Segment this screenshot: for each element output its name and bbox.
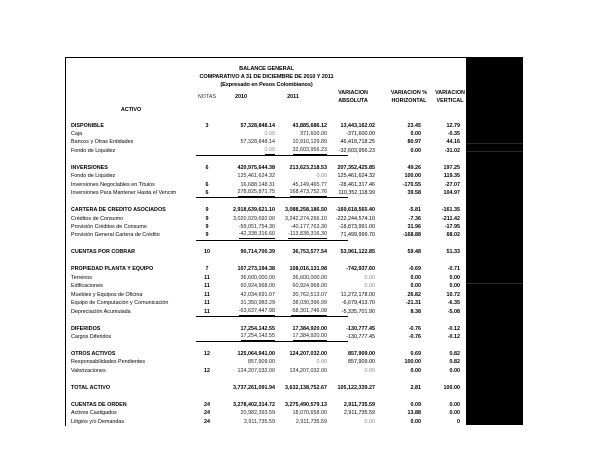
value-2010: 107,273,194.38 [237, 266, 275, 273]
value-2011: 30,762,513.07 [292, 291, 327, 298]
variacion-horizontal: -7.36 [408, 215, 421, 222]
row-label: CUENTAS DE ORDEN [71, 401, 127, 408]
subtotal-underline [196, 240, 348, 241]
row-label: DIFERIDOS [71, 325, 101, 332]
row-label: Muebles y Equipos de Oficina [71, 291, 143, 298]
variacion-horizontal: 13.88 [407, 410, 421, 417]
panel-divider [466, 143, 523, 144]
value-2010: 57,328,848.14 [240, 139, 275, 146]
variacion-absoluta: 110,352,118.99 [338, 190, 375, 197]
variacion-vertical: -5.08 [447, 308, 460, 315]
row-label: Depreciación Acumulada [71, 308, 131, 315]
variacion-vertical: 0 [457, 418, 460, 425]
table-row [66, 299, 467, 307]
variacion-absoluta: -5,335,701.90 [341, 308, 375, 315]
value-2010: 278,825,871.75 [237, 189, 275, 196]
subtotal-underline [196, 197, 348, 198]
variacion-vertical: -6.35 [447, 300, 460, 307]
value-2010: 2,911,735.59 [243, 418, 275, 425]
value-2011: 0.00 [316, 359, 327, 366]
value-2010: 90,714,700.39 [240, 249, 275, 256]
value-2011: -40,177,763.30 [290, 224, 327, 231]
row-label: Inversiones Para Mantener Hasta el Vencim [71, 190, 177, 197]
row-nota: 12 [204, 350, 210, 357]
row-nota: 9 [205, 207, 209, 214]
variacion-absoluta: 0.00 [364, 418, 375, 425]
variacion-horizontal: -5.81 [408, 207, 421, 214]
group-row [66, 265, 467, 273]
variacion-absoluta: -32,603,956.23 [338, 147, 375, 154]
variacion-vertical: -0.71 [447, 266, 460, 273]
variacion-absoluta: 11,272,178.00 [340, 291, 375, 298]
row-label: Inversiones Negociables en Títulos [71, 181, 155, 188]
report-note: (Expresado en Pesos Colombianos) [220, 82, 313, 88]
row-nota: 11 [204, 308, 210, 315]
col-ver-line2: VERTICAL [436, 97, 464, 104]
table-row [66, 367, 467, 375]
black-side-panel [466, 57, 523, 425]
variacion-vertical: 119.35 [443, 173, 460, 180]
row-nota: 6 [205, 190, 209, 197]
col-hor-line1: VARIACION % [390, 90, 428, 96]
variacion-absoluta: -222,244,574.10 [335, 215, 375, 222]
row-label: TOTAL ACTIVO [71, 384, 111, 391]
row-label: Bancos y Otras Entidades [71, 139, 134, 146]
group-row [66, 384, 467, 392]
row-label: Edificaciones [71, 283, 103, 290]
variacion-absoluta: 71,499,999.70 [340, 232, 375, 239]
value-2011: 168,473,752.76 [289, 189, 327, 196]
variacion-horizontal: -168.88 [402, 232, 421, 239]
row-label: Valorizaciones [71, 367, 106, 374]
col-abs-line1: VARIACION [338, 90, 368, 96]
col-variacion-absoluta [328, 90, 378, 105]
variacion-absoluta: 105,122,339.27 [337, 384, 375, 391]
row-nota: 24 [204, 410, 210, 417]
variacion-absoluta: 2,911,735.59 [343, 410, 375, 417]
table-row [66, 274, 467, 282]
variacion-vertical: 51.33 [446, 249, 460, 256]
value-2010: 20,982,393.59 [240, 410, 275, 417]
row-nota: 9 [205, 232, 209, 239]
value-2010: 857,909.00 [248, 359, 275, 366]
value-2010: 125,064,941.00 [237, 350, 275, 357]
row-nota: 11 [204, 283, 210, 290]
value-2011: 17,384,920.00 [292, 333, 327, 339]
table-row [66, 138, 467, 146]
subtotal-underline [196, 316, 348, 317]
value-2010: 57,328,848.14 [240, 122, 275, 129]
value-2011: 45,149,465.77 [292, 181, 327, 188]
row-label: Fondo de Liquidez [71, 173, 116, 180]
balance-sheet [65, 57, 467, 426]
row-nota: 6 [205, 181, 209, 188]
row-nota: 6 [205, 164, 209, 171]
value-2010: 125,461,624.32 [237, 173, 275, 180]
panel-divider [466, 151, 523, 152]
table-row [66, 181, 467, 189]
value-2011: 32,603,956.23 [292, 146, 327, 153]
variacion-vertical: 10.72 [446, 291, 460, 298]
value-2011: 36,753,577.54 [292, 249, 327, 256]
value-2010: 2,918,639,621.10 [233, 207, 275, 214]
col-2011: 2011 [287, 94, 299, 100]
variacion-absoluta: -130,777.45 [346, 325, 375, 332]
subtotal-underline [196, 155, 348, 156]
variacion-absoluta: -371,600.00 [346, 130, 375, 137]
variacion-vertical: 0.00 [449, 401, 460, 408]
group-row [66, 325, 467, 333]
value-2011: 3,632,138,752.67 [285, 384, 327, 391]
variacion-horizontal: 0.00 [410, 130, 421, 137]
value-2011: 10,910,129.89 [292, 139, 327, 146]
value-2010: -63,637,447.98 [238, 307, 275, 314]
variacion-horizontal: 100.00 [404, 359, 421, 366]
value-2011: 371,600.00 [300, 130, 327, 137]
table-row [66, 409, 467, 417]
value-2010: 3,278,402,314.72 [233, 401, 275, 408]
variacion-horizontal: -0.69 [408, 266, 421, 273]
row-nota: 9 [205, 215, 209, 222]
value-2010: 17,254,142.55 [240, 325, 275, 332]
report-subtitle: COMPARATIVO A 31 DE DICIEMBRE DE 2010 Y 2011 [199, 74, 334, 80]
variacion-horizontal: -0.76 [408, 334, 421, 340]
variacion-horizontal: 49.26 [407, 164, 421, 171]
variacion-horizontal: 31.96 [407, 224, 421, 231]
value-2011: 0.00 [316, 173, 327, 180]
row-label: INVERSIONES [71, 164, 108, 171]
row-nota: 7 [205, 266, 209, 273]
section-activo: ACTIVO [120, 107, 142, 113]
variacion-absoluta: 857,909.00 [348, 359, 375, 366]
value-2010: 36,600,000.00 [240, 274, 275, 281]
table-row [66, 308, 467, 316]
value-2011: 124,207,032.00 [289, 367, 327, 374]
variacion-absoluta: 0.00 [364, 367, 375, 374]
group-row [66, 401, 467, 409]
col-variacion-horizontal [384, 90, 434, 105]
variacion-horizontal: 59.48 [407, 249, 421, 256]
variacion-horizontal: 0.00 [410, 418, 421, 425]
row-nota: 11 [204, 274, 210, 281]
variacion-horizontal: 26.82 [407, 291, 421, 298]
value-2011: 3,242,274,266.10 [285, 215, 327, 222]
value-2011: 17,384,920.00 [292, 325, 327, 332]
row-nota: 3 [205, 122, 209, 129]
row-nota: 9 [205, 224, 209, 231]
value-2010: 0.00 [264, 146, 275, 153]
col-hor-line2: HORIZONTAL [391, 97, 427, 104]
variacion-vertical: -211.42 [442, 215, 460, 222]
variacion-horizontal: 0.09 [410, 401, 421, 408]
value-2011: 60,924,968.00 [292, 283, 327, 290]
variacion-absoluta: -6,679,413.70 [341, 300, 375, 307]
variacion-vertical: 12.79 [446, 122, 460, 129]
col-2010: 2010 [235, 94, 247, 100]
col-abs-line2: ABSOLUTA [338, 97, 368, 104]
variacion-absoluta: 46,418,718.25 [340, 139, 375, 146]
value-2010: 3,737,261,091.94 [233, 384, 275, 391]
row-label: Responsabilidades Pendientes [71, 359, 146, 366]
variacion-horizontal: 0.00 [410, 367, 421, 374]
row-label: Provisión Créditos de Consumo [71, 224, 147, 231]
variacion-vertical: 0.00 [449, 410, 460, 417]
value-2011: 18,070,658.00 [292, 410, 327, 417]
value-2011: 108,016,131.98 [289, 266, 327, 273]
variacion-vertical: -17.95 [444, 224, 460, 231]
group-row [66, 350, 467, 358]
table-row [66, 418, 467, 426]
variacion-horizontal: 2.81 [410, 384, 421, 391]
variacion-vertical: 100.00 [443, 384, 460, 391]
value-2011: 36,600,000.00 [292, 274, 327, 281]
value-2010: 17,254,142.55 [240, 333, 275, 339]
variacion-absoluta: 207,352,425.85 [337, 164, 375, 171]
col-ver-line1: VARIACION [435, 90, 465, 96]
variacion-vertical: -27.07 [444, 181, 460, 188]
variacion-horizontal: 100.00 [404, 173, 421, 180]
value-2010: -59,051,754.30 [238, 224, 275, 231]
value-2011: -113,838,316.30 [288, 231, 327, 238]
table-row [66, 189, 467, 197]
row-nota: 11 [204, 291, 210, 298]
variacion-horizontal: -170.55 [402, 181, 421, 188]
value-2010: 420,975,644.38 [237, 164, 275, 171]
variacion-vertical: -31.02 [444, 147, 460, 154]
value-2010: 42,034,691.07 [240, 291, 275, 298]
value-2010: 3,020,029,692.00 [233, 215, 275, 222]
variacion-absoluta: 53,961,122.85 [340, 249, 375, 256]
variacion-vertical: 0.82 [449, 350, 460, 357]
col-notas: NOTAS [197, 94, 217, 100]
value-2011: 3,088,258,186.50 [285, 207, 327, 214]
row-label: Cargos Diferidos [71, 334, 112, 340]
row-nota: 11 [204, 300, 210, 307]
variacion-vertical: 0.00 [449, 283, 460, 290]
subtotal-underline [196, 341, 348, 342]
variacion-horizontal: 39.58 [407, 190, 421, 197]
variacion-absoluta: 0.00 [364, 283, 375, 290]
variacion-vertical: 0.00 [449, 274, 460, 281]
value-2010: 0.00 [264, 130, 275, 137]
variacion-absoluta: 125,461,624.32 [337, 173, 375, 180]
value-2011: -58,301,746.08 [290, 307, 327, 314]
variacion-vertical: 0.82 [449, 359, 460, 366]
variacion-absoluta: 857,909.00 [348, 350, 375, 357]
variacion-horizontal: 0.00 [410, 274, 421, 281]
table-row [66, 215, 467, 223]
variacion-absoluta: -28,461,317.46 [338, 181, 375, 188]
variacion-absoluta: 2,911,735.59 [343, 401, 375, 408]
row-label: Provisión General Cartera de Crédito [71, 232, 160, 239]
variacion-horizontal: 80.97 [407, 139, 421, 146]
variacion-vertical: -0.35 [447, 130, 460, 137]
report-title: BALANCE GENERAL [239, 66, 294, 72]
table-row [66, 282, 467, 290]
variacion-absoluta: -742,937.60 [346, 266, 375, 273]
variacion-vertical: 104.97 [443, 190, 460, 197]
row-nota: 12 [204, 367, 210, 374]
row-nota: 24 [204, 401, 210, 408]
row-label: Litigios y/o Demandas [71, 418, 125, 425]
row-label: CARTERA DE CREDITO ASOCIADOS [71, 207, 166, 214]
row-label: Terrenos [71, 274, 92, 281]
variacion-horizontal: 0.69 [410, 350, 421, 357]
value-2010: 60,924,968.00 [240, 283, 275, 290]
row-nota: 10 [204, 249, 210, 256]
variacion-horizontal: 0.00 [410, 283, 421, 290]
group-row [66, 248, 467, 256]
row-label: Caja [71, 130, 83, 137]
variacion-horizontal: 0.00 [410, 147, 421, 154]
variacion-vertical: 197.25 [443, 164, 460, 171]
table-row [66, 231, 467, 239]
variacion-vertical: -0.12 [447, 334, 460, 340]
variacion-horizontal: -0.76 [408, 325, 421, 332]
table-row [66, 291, 467, 299]
variacion-vertical: -0.12 [447, 325, 460, 332]
variacion-absoluta: -130,777.45 [346, 334, 375, 340]
table-row [66, 358, 467, 366]
variacion-absoluta: -18,873,991.00 [338, 224, 375, 231]
table-row [66, 333, 467, 341]
variacion-absoluta: 13,443,162.02 [340, 122, 375, 129]
variacion-vertical: 44.16 [446, 139, 460, 146]
value-2011: 213,623,218.53 [289, 164, 327, 171]
value-2011: 124,207,032.00 [289, 350, 327, 357]
variacion-horizontal: -21.31 [405, 300, 421, 307]
row-label: PROPIEDAD PLANTA Y EQUIPO [71, 266, 154, 273]
variacion-horizontal: 23.45 [407, 122, 421, 129]
variacion-vertical: 68.02 [446, 232, 460, 239]
value-2011: 43,885,686.12 [292, 122, 327, 129]
row-label: Créditos de Consumo [71, 215, 124, 222]
variacion-absoluta: -169,618,565.40 [335, 207, 375, 214]
value-2010: 124,207,032.00 [237, 367, 275, 374]
group-row [66, 122, 467, 130]
row-label: Activos Castigados [71, 410, 117, 417]
value-2011: 3,275,490,579.13 [285, 401, 327, 408]
value-2011: 38,030,396.99 [292, 300, 327, 307]
table-row [66, 223, 467, 231]
row-label: CUENTAS POR COBRAR [71, 249, 135, 256]
table-row [66, 172, 467, 180]
group-row [66, 206, 467, 214]
row-label: DISPONIBLE [71, 122, 104, 129]
panel-divider [466, 283, 523, 284]
row-label: Fondo de Liquidez [71, 147, 116, 154]
row-label: Equipo de Computación y Comunicación [71, 300, 169, 307]
row-label: OTROS ACTIVOS [71, 350, 116, 357]
variacion-absoluta: 0.00 [364, 274, 375, 281]
variacion-vertical: -161.35 [441, 207, 460, 214]
variacion-vertical: 0.00 [449, 367, 460, 374]
value-2011: 2,911,735.59 [295, 418, 327, 425]
group-row [66, 164, 467, 172]
table-row [66, 130, 467, 138]
row-nota: 24 [204, 418, 210, 425]
variacion-horizontal: 8.38 [410, 308, 421, 315]
value-2010: 16,688,148.31 [240, 181, 275, 188]
table-row [66, 147, 467, 155]
value-2010: -42,338,316.60 [238, 231, 275, 238]
value-2010: 31,350,983.29 [240, 300, 275, 307]
